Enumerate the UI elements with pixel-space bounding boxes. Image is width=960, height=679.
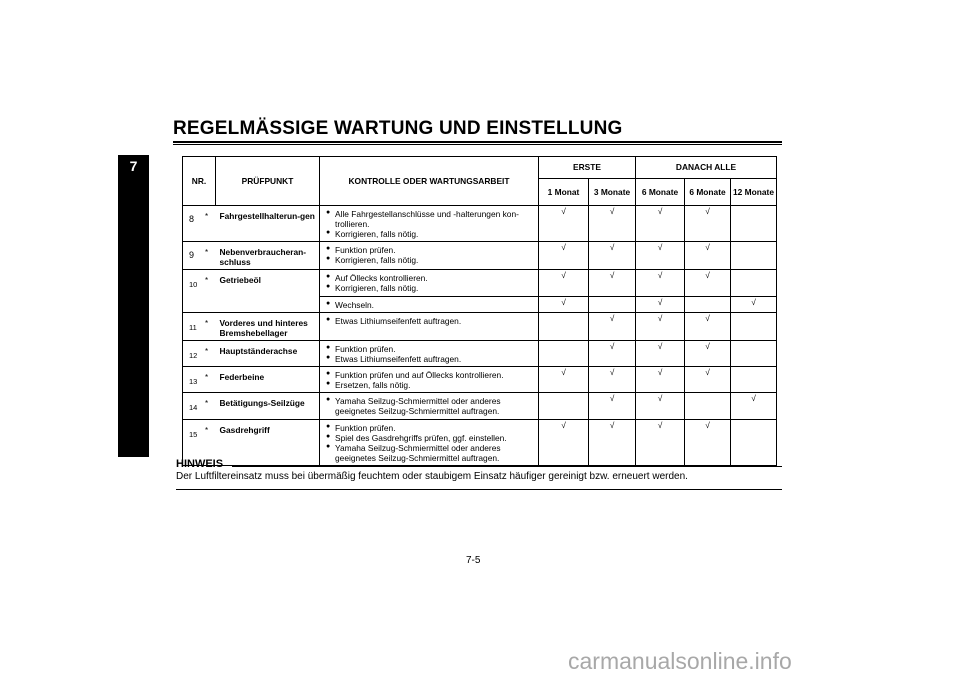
- check-item: Gasdrehgriff: [216, 420, 320, 466]
- interval-cell: [636, 312, 685, 340]
- interval-cell: [685, 366, 731, 392]
- action-cell: [320, 340, 539, 366]
- interval-cell: [685, 242, 731, 270]
- check-mark: √: [705, 420, 710, 431]
- row-number-cell: [183, 206, 216, 242]
- header-1-month: 1 Monat: [539, 179, 589, 206]
- header-initial: ERSTE: [539, 157, 636, 179]
- header-12-months: 12 Monate: [731, 179, 777, 206]
- row-number: 8: [189, 214, 195, 224]
- row-number-cell: [183, 393, 216, 420]
- check-mark: √: [609, 420, 615, 431]
- action-cell: [320, 242, 539, 270]
- check-mark: √: [657, 270, 663, 281]
- check-mark: √: [561, 420, 566, 431]
- dealer-asterisk: *: [205, 318, 209, 328]
- table-row: [183, 270, 777, 296]
- dealer-asterisk: *: [205, 346, 209, 356]
- row-number-cell: [183, 340, 216, 366]
- action-cell: [320, 420, 539, 466]
- interval-cell: [636, 393, 685, 420]
- action-item: ● Ersetzen, falls nötig.: [326, 380, 536, 390]
- dealer-asterisk: *: [205, 276, 209, 286]
- action-item: ● Etwas Lithiumseifenfett auftragen.: [326, 354, 536, 364]
- row-number: 10: [189, 280, 198, 290]
- check-item: Hauptständerachse: [216, 340, 320, 366]
- header-item: PRÜFPUNKT: [216, 157, 320, 206]
- check-mark: √: [705, 312, 710, 323]
- row-number: 13: [189, 376, 198, 386]
- row-number: 12: [189, 350, 198, 360]
- interval-cell: [685, 340, 731, 366]
- note-rule: [232, 466, 782, 467]
- interval-cell: [685, 393, 731, 420]
- watermark: carmanualsonline.info: [568, 648, 792, 674]
- check-mark: √: [657, 420, 663, 431]
- check-mark: √: [561, 242, 566, 253]
- row-number-cell: [183, 312, 216, 340]
- dealer-asterisk: *: [205, 399, 209, 409]
- maintenance-table: [182, 156, 777, 466]
- table-row: [183, 312, 777, 340]
- interval-cell: [636, 270, 685, 296]
- row-number-cell: [183, 366, 216, 392]
- interval-cell: [636, 242, 685, 270]
- action-cell: [320, 366, 539, 392]
- interval-cell: [539, 366, 589, 392]
- action-cell: [320, 296, 539, 312]
- interval-cell: [589, 270, 636, 296]
- check-item: Nebenverbraucheran-schluss: [216, 242, 320, 270]
- action-item: ● Yamaha Seilzug-Schmiermittel oder anderes geeignetes Seilzug-Schmiermittel auftragen.: [326, 396, 536, 416]
- page-title: REGELMÄSSIGE WARTUNG UND EINSTELLUNG: [173, 118, 623, 139]
- interval-cell: [539, 420, 589, 466]
- interval-cell: [589, 296, 636, 312]
- interval-cell: [589, 420, 636, 466]
- check-mark: √: [657, 312, 663, 323]
- action-item: ● Yamaha Seilzug-Schmiermittel oder anderes geeignetes Seilzug-Schmiermittel auftragen.: [326, 443, 536, 463]
- check-mark: √: [609, 366, 615, 377]
- action-item: ● Funktion prüfen.: [326, 344, 536, 354]
- check-mark: √: [657, 393, 663, 404]
- check-mark: √: [705, 242, 710, 253]
- check-mark: √: [609, 340, 615, 351]
- note-label: HINWEIS: [176, 458, 224, 470]
- interval-cell: [731, 296, 777, 312]
- check-item: Vorderes und hinteres Bremshebellager: [216, 312, 320, 340]
- interval-cell: [636, 366, 685, 392]
- action-item: ● Etwas Lithiumseifenfett auftragen.: [326, 316, 536, 326]
- header-6-months-initial: 6 Monate: [636, 179, 685, 206]
- action-cell: [320, 393, 539, 420]
- action-cell: [320, 312, 539, 340]
- interval-cell: [589, 312, 636, 340]
- interval-cell: [731, 312, 777, 340]
- check-mark: √: [705, 206, 710, 216]
- table-row: [183, 340, 777, 366]
- check-mark: √: [657, 296, 663, 307]
- interval-cell: [636, 206, 685, 242]
- interval-cell: [589, 393, 636, 420]
- check-mark: √: [705, 340, 710, 351]
- row-number: 14: [189, 403, 198, 413]
- interval-cell: [731, 340, 777, 366]
- row-number: 15: [189, 430, 198, 440]
- check-mark: √: [657, 366, 663, 377]
- action-cell: [320, 206, 539, 242]
- check-mark: √: [609, 206, 615, 216]
- check-mark: √: [561, 366, 566, 377]
- interval-cell: [539, 340, 589, 366]
- interval-cell: [589, 366, 636, 392]
- check-mark: √: [609, 312, 615, 323]
- check-mark: √: [609, 393, 615, 404]
- check-mark: √: [751, 393, 756, 404]
- interval-cell: [589, 340, 636, 366]
- dealer-asterisk: *: [205, 426, 209, 436]
- row-number: 9: [189, 250, 195, 261]
- row-number-cell: [183, 270, 216, 312]
- check-mark: √: [561, 296, 566, 307]
- check-mark: √: [561, 270, 566, 281]
- interval-cell: [685, 312, 731, 340]
- interval-cell: [685, 206, 731, 242]
- interval-cell: [539, 270, 589, 296]
- action-item: ● Funktion prüfen.: [326, 423, 536, 433]
- header-action: KONTROLLE ODER WARTUNGSARBEIT: [320, 157, 539, 206]
- check-item: Fahrgestellhalterun-gen: [216, 206, 320, 242]
- header-nr: NR.: [183, 157, 216, 206]
- check-mark: √: [705, 366, 710, 377]
- chapter-tab: [118, 155, 149, 457]
- interval-cell: [539, 296, 589, 312]
- interval-cell: [589, 242, 636, 270]
- check-mark: √: [609, 242, 615, 253]
- check-mark: √: [657, 340, 663, 351]
- action-item: ● Spiel des Gasdrehgriffs prüfen, ggf. einstellen.: [326, 433, 536, 443]
- interval-cell: [731, 393, 777, 420]
- interval-cell: [539, 393, 589, 420]
- check-item: Getriebeöl: [216, 270, 320, 312]
- dealer-asterisk: *: [205, 372, 209, 382]
- table-row: [183, 393, 777, 420]
- interval-cell: [685, 296, 731, 312]
- interval-cell: [731, 242, 777, 270]
- check-item: Betätigungs-Seilzüge: [216, 393, 320, 420]
- interval-cell: [731, 420, 777, 466]
- interval-cell: [731, 206, 777, 242]
- action-item: ● Wechseln.: [326, 300, 536, 310]
- interval-cell: [589, 206, 636, 242]
- action-item: ● Korrigieren, falls nötig.: [326, 283, 536, 293]
- action-item: ● Korrigieren, falls nötig.: [326, 229, 536, 239]
- table-row: [183, 242, 777, 270]
- interval-cell: [731, 366, 777, 392]
- table-row: [183, 366, 777, 392]
- check-item: Federbeine: [216, 366, 320, 392]
- dealer-asterisk: *: [205, 212, 209, 221]
- interval-cell: [539, 206, 589, 242]
- interval-cell: [636, 296, 685, 312]
- action-item: ● Korrigieren, falls nötig.: [326, 255, 536, 265]
- check-mark: √: [657, 206, 663, 216]
- interval-cell: [636, 420, 685, 466]
- check-mark: √: [609, 270, 615, 281]
- interval-cell: [539, 312, 589, 340]
- action-item: ● Funktion prüfen und auf Öllecks kontrollieren.: [326, 370, 536, 380]
- action-item: ● Alle Fahrgestellanschlüsse und -halterungen kon-trollieren.: [326, 209, 536, 229]
- table-row: [183, 420, 777, 466]
- header-6-months-every: 6 Monate: [685, 179, 731, 206]
- title-rule: [173, 141, 782, 143]
- dealer-asterisk: *: [205, 248, 209, 258]
- note-text: Der Luftfiltereinsatz muss bei übermäßig feuchtem oder staubigem Einsatz häufiger gereinigt bzw. erneuert werden.: [176, 471, 688, 482]
- row-number-cell: [183, 242, 216, 270]
- check-mark: √: [657, 242, 663, 253]
- header-every: DANACH ALLE: [636, 157, 777, 179]
- interval-cell: [685, 270, 731, 296]
- interval-cell: [636, 340, 685, 366]
- page-number: 7-5: [466, 555, 481, 566]
- action-cell: [320, 270, 539, 296]
- note-bottom-rule: [176, 489, 782, 490]
- row-number: 11: [189, 322, 197, 332]
- check-mark: √: [705, 270, 710, 281]
- action-item: ● Funktion prüfen.: [326, 245, 536, 255]
- interval-cell: [539, 242, 589, 270]
- header-3-months: 3 Monate: [589, 179, 636, 206]
- table-row: [183, 206, 777, 242]
- action-item: ● Auf Öllecks kontrollieren.: [326, 273, 536, 283]
- interval-cell: [731, 270, 777, 296]
- interval-cell: [685, 420, 731, 466]
- chapter-number: 7: [129, 158, 138, 174]
- check-mark: √: [751, 296, 756, 307]
- title-rule-thin: [173, 144, 782, 145]
- check-mark: √: [561, 206, 566, 216]
